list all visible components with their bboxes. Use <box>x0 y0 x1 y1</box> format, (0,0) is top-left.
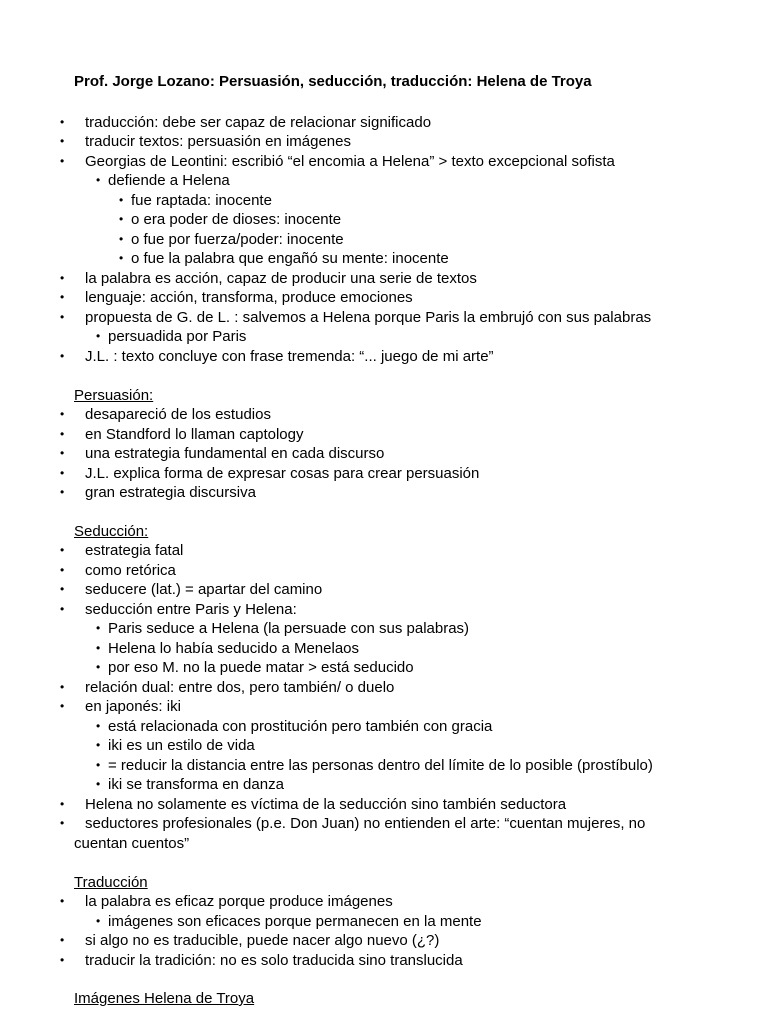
section-heading: Traducción <box>74 874 148 891</box>
list-item: traducir textos: persuasión en imágenes <box>85 133 351 150</box>
bullet-marker: • <box>60 310 65 324</box>
list-item: si algo no es traducible, puede nacer algo nuevo (¿?) <box>85 932 440 949</box>
bullet-marker: • <box>60 797 65 811</box>
bullet-marker: • <box>60 582 65 596</box>
bullet-marker: • <box>60 680 65 694</box>
bullet-marker: • <box>60 115 65 129</box>
list-item: la palabra es eficaz porque produce imágenes <box>85 893 393 910</box>
list-item: gran estrategia discursiva <box>85 484 256 501</box>
list-item: lenguaje: acción, transforma, produce emociones <box>85 289 413 306</box>
list-item: Helena lo había seducido a Menelaos <box>108 640 360 657</box>
list-item: Paris seduce a Helena (la persuade con sus palabras) <box>108 620 470 637</box>
bullet-marker: • <box>96 758 101 772</box>
bullet-marker: • <box>96 777 101 791</box>
list-item: la palabra es acción, capaz de producir una serie de textos <box>85 270 477 287</box>
bullet-marker: • <box>119 251 124 265</box>
bullet-marker: • <box>119 193 124 207</box>
list-item: está relacionada con prostitución pero también con gracia <box>108 718 493 735</box>
bullet-marker: • <box>96 621 101 635</box>
list-item: imágenes son eficaces porque permanecen en la mente <box>108 913 482 930</box>
bullet-marker: • <box>60 154 65 168</box>
list-item: = reducir la distancia entre las personas dentro del límite de lo posible (prostíbulo) <box>108 757 653 774</box>
section-heading: Seducción: <box>74 523 149 540</box>
list-item: fue raptada: inocente <box>131 192 272 209</box>
list-item: persuadida por Paris <box>108 328 247 345</box>
section-heading: Imágenes Helena de Troya <box>74 990 255 1007</box>
bullet-marker: • <box>60 602 65 616</box>
section-heading: Persuasión: <box>74 387 154 404</box>
list-item: J.L. : texto concluye con frase tremenda: “... juego de mi arte” <box>85 348 494 365</box>
list-item: seductores profesionales (p.e. Don Juan) no entienden el arte: “cuentan mujeres, no <box>85 815 646 832</box>
bullet-marker: • <box>60 933 65 947</box>
bullet-marker: • <box>60 427 65 441</box>
list-item: o fue la palabra que engañó su mente: inocente <box>131 250 449 267</box>
list-item: seducción entre Paris y Helena: <box>85 601 297 618</box>
list-item: seducere (lat.) = apartar del camino <box>85 581 323 598</box>
list-item-continuation: cuentan cuentos” <box>74 835 190 852</box>
list-item: defiende a Helena <box>108 172 230 189</box>
list-item: desapareció de los estudios <box>85 406 271 423</box>
bullet-marker: • <box>60 271 65 285</box>
bullet-marker: • <box>119 232 124 246</box>
bullet-marker: • <box>96 914 101 928</box>
list-item: Helena no solamente es víctima de la seducción sino también seductora <box>85 796 567 813</box>
bullet-marker: • <box>60 816 65 830</box>
bullet-marker: • <box>96 641 101 655</box>
bullet-marker: • <box>119 212 124 226</box>
bullet-marker: • <box>60 290 65 304</box>
bullet-marker: • <box>60 894 65 908</box>
list-item: iki se transforma en danza <box>108 776 284 793</box>
bullet-marker: • <box>96 173 101 187</box>
list-item: o era poder de dioses: inocente <box>131 211 342 228</box>
list-item: traducir la tradición: no es solo traducida sino translucida <box>85 952 463 969</box>
bullet-marker: • <box>60 446 65 460</box>
list-item: en japonés: iki <box>85 698 181 715</box>
bullet-marker: • <box>60 699 65 713</box>
bullet-marker: • <box>60 134 65 148</box>
bullet-marker: • <box>96 329 101 343</box>
bullet-marker: • <box>60 407 65 421</box>
bullet-marker: • <box>60 953 65 967</box>
list-item: relación dual: entre dos, pero también/ o duelo <box>85 679 395 696</box>
list-item: traducción: debe ser capaz de relacionar significado <box>85 114 432 131</box>
list-item: iki es un estilo de vida <box>108 737 255 754</box>
list-item: una estrategia fundamental en cada discurso <box>85 445 385 462</box>
list-item: estrategia fatal <box>85 542 184 559</box>
document-title: Prof. Jorge Lozano: Persuasión, seducción, traducción: Helena de Troya <box>74 73 592 90</box>
bullet-marker: • <box>60 563 65 577</box>
list-item: J.L. explica forma de expresar cosas para crear persuasión <box>85 465 480 482</box>
list-item: por eso M. no la puede matar > está seducido <box>108 659 414 676</box>
list-item: o fue por fuerza/poder: inocente <box>131 231 344 248</box>
list-item: Georgias de Leontini: escribió “el encomia a Helena” > texto excepcional sofista <box>85 153 615 170</box>
list-item: en Standford lo llaman captology <box>85 426 304 443</box>
bullet-marker: • <box>96 660 101 674</box>
bullet-marker: • <box>96 719 101 733</box>
bullet-marker: • <box>60 543 65 557</box>
list-item: como retórica <box>85 562 176 579</box>
bullet-marker: • <box>60 349 65 363</box>
bullet-marker: • <box>96 738 101 752</box>
bullet-marker: • <box>60 485 65 499</box>
bullet-marker: • <box>60 466 65 480</box>
list-item: propuesta de G. de L. : salvemos a Helena porque Paris la embrujó con sus palabras <box>85 309 652 326</box>
